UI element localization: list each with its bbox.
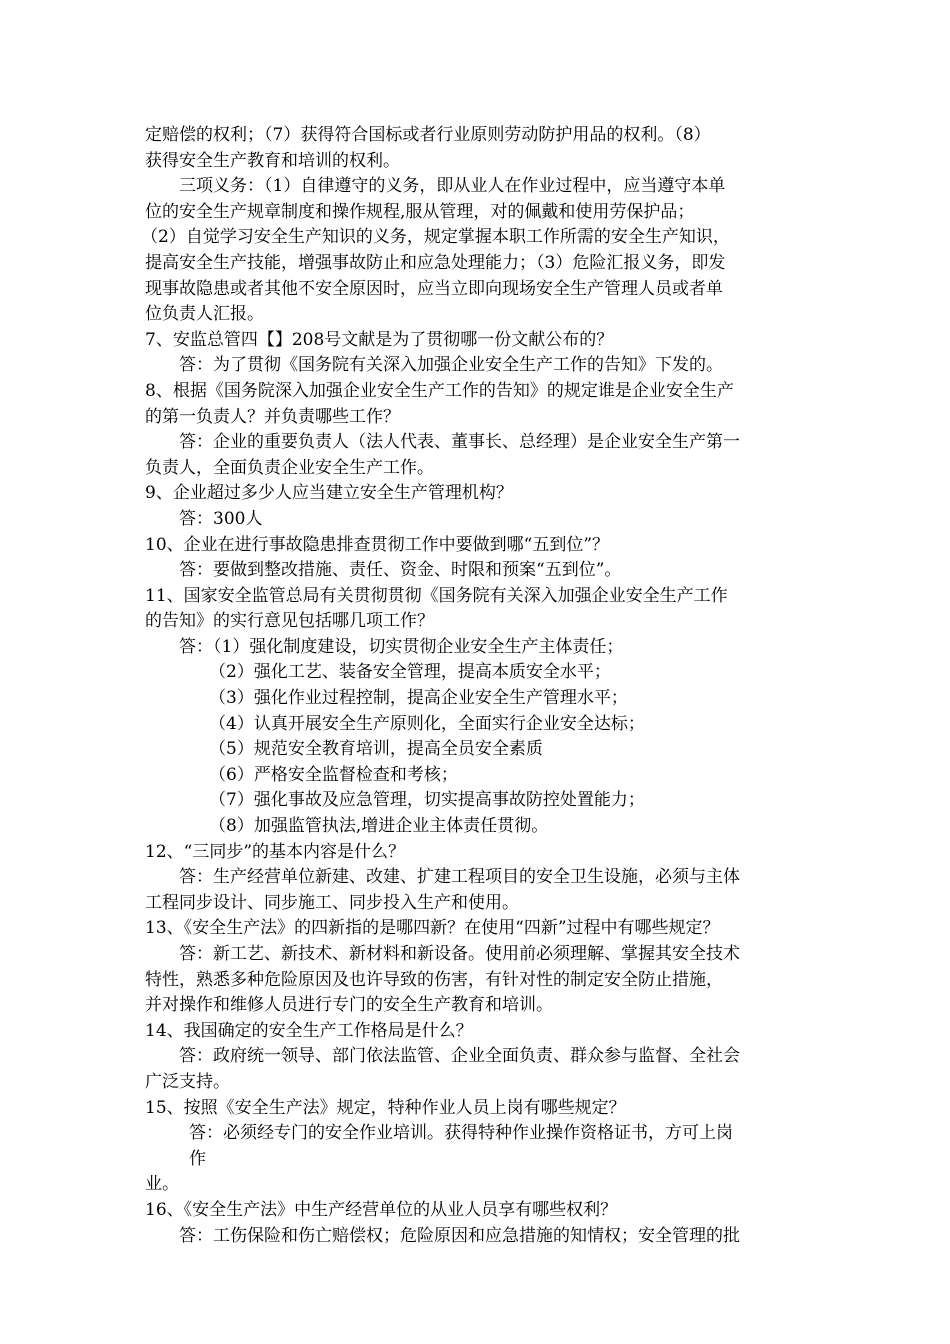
document-body [141, 123, 815, 1249]
text-line: （2）自觉学习安全生产知识的义务，规定掌握本职工作所需的安全生产知识， [141, 227, 730, 248]
answer-list-item: （4）认真开展安全生产原则化，全面实行企业安全达标； [209, 713, 645, 734]
question-line: 11、国家安全监管总局有关贯彻贯彻《国务院有关深入加强企业安全生产工作 [145, 585, 728, 606]
answer-list-item: （8）加强监管执法,增进企业主体责任贯彻。 [209, 816, 549, 837]
answer-line: 特性，熟悉多种危险原因及也许导致的伤害，有针对性的制定安全防止措施， [145, 969, 723, 990]
answer-line: 答：300人 [179, 508, 263, 529]
answer-line: 工程同步设计、同步施工、同步投入生产和使用。 [145, 892, 519, 913]
question-line: 10、企业在进行事故隐患排查贯彻工作中要做到哪“五到位”？ [145, 534, 610, 555]
question-line: 15、按照《安全生产法》规定，特种作业人员上岗有哪些规定？ [145, 1097, 626, 1118]
answer-line: 负责人，全面负责企业安全生产工作。 [145, 457, 434, 478]
answer-list-item: （5）规范安全教育培训，提高全员安全素质 [209, 739, 543, 760]
answer-line: 并对操作和维修人员进行专门的安全生产教育和培训。 [145, 995, 553, 1016]
question-line: 12、“三同步”的基本内容是什么？ [145, 841, 406, 862]
answer-line: 答：企业的重要负责人（法人代表、董事长、总经理）是企业安全生产第一 [179, 432, 740, 453]
answer-line: 答：必须经专门的安全作业培训。获得特种作业操作资格证书，方可上岗 [189, 1123, 733, 1144]
question-line: 13、《安全生产法》的四新指的是哪四新？在使用“四新”过程中有哪些规定？ [145, 918, 720, 939]
answer-line: 答：要做到整改措施、责任、资金、时限和预案“五到位”。 [179, 560, 622, 581]
text-line: 位负责人汇报。 [145, 304, 264, 325]
question-line: 的第一负责人？并负责哪些工作？ [145, 406, 400, 427]
text-line: 位的安全生产规章制度和操作规程,服从管理，对的佩戴和使用劳保护品； [145, 201, 695, 222]
answer-line: 广泛支持。 [145, 1071, 230, 1092]
answer-line: 答：（1）强化制度建设，切实贯彻企业安全生产主体责任； [179, 636, 624, 657]
question-line: 8、根据《国务院深入加强企业安全生产工作的告知》的规定谁是企业安全生产 [145, 380, 734, 401]
answer-list-item: （2）强化工艺、装备安全管理，提高本质安全水平； [209, 662, 611, 683]
answer-list-item: （7）强化事故及应急管理，切实提高事故防控处置能力； [209, 790, 645, 811]
question-line: 的告知》的实行意见包括哪几项工作？ [145, 611, 434, 632]
text-line: 现事故隐患或者其他不安全原因时，应当立即向现场安全生产管理人员或者单 [145, 278, 723, 299]
text-line: 三项义务：（1）自律遵守的义务，即从业人在作业过程中，应当遵守本单 [179, 176, 726, 197]
answer-line: 作 [189, 1148, 206, 1169]
answer-line: 答：政府统一领导、部门依法监管、企业全面负责、群众参与监督、全社会 [179, 1046, 740, 1067]
answer-list-item: （3）强化作业过程控制，提高企业安全生产管理水平； [209, 688, 628, 709]
answer-line: 答：工伤保险和伤亡赔偿权；危险原因和应急措施的知情权；安全管理的批 [179, 1225, 740, 1246]
answer-line: 业。 [145, 1174, 179, 1195]
answer-line: 答：新工艺、新技术、新材料和新设备。使用前必须理解、掌握其安全技术 [179, 944, 740, 964]
answer-line: 答：生产经营单位新建、改建、扩建工程项目的安全卫生设施，必须与主体 [179, 867, 740, 888]
answer-list-item: （6）严格安全监督检查和考核； [209, 764, 458, 785]
question-line: 14、我国确定的安全生产工作格局是什么？ [145, 1020, 473, 1041]
question-line: 16、《安全生产法》中生产经营单位的从业人员享有哪些权利？ [145, 1199, 618, 1220]
text-line: 获得安全生产教育和培训的权利。 [145, 150, 400, 171]
text-line: 提高安全生产技能，增强事故防止和应急处理能力；（3）危险汇报义务，即发 [145, 252, 726, 273]
question-line: 9、企业超过多少人应当建立安全生产管理机构？ [145, 483, 513, 504]
answer-line: 答：为了贯彻《国务院有关深入加强企业安全生产工作的告知》下发的。 [179, 355, 723, 376]
text-line: 定赔偿的权利；（7）获得符合国标或者行业原则劳动防护用品的权利。（8） [145, 125, 711, 145]
question-line: 7、安监总管四【】208号文献是为了贯彻哪一份文献公布的？ [145, 329, 614, 350]
